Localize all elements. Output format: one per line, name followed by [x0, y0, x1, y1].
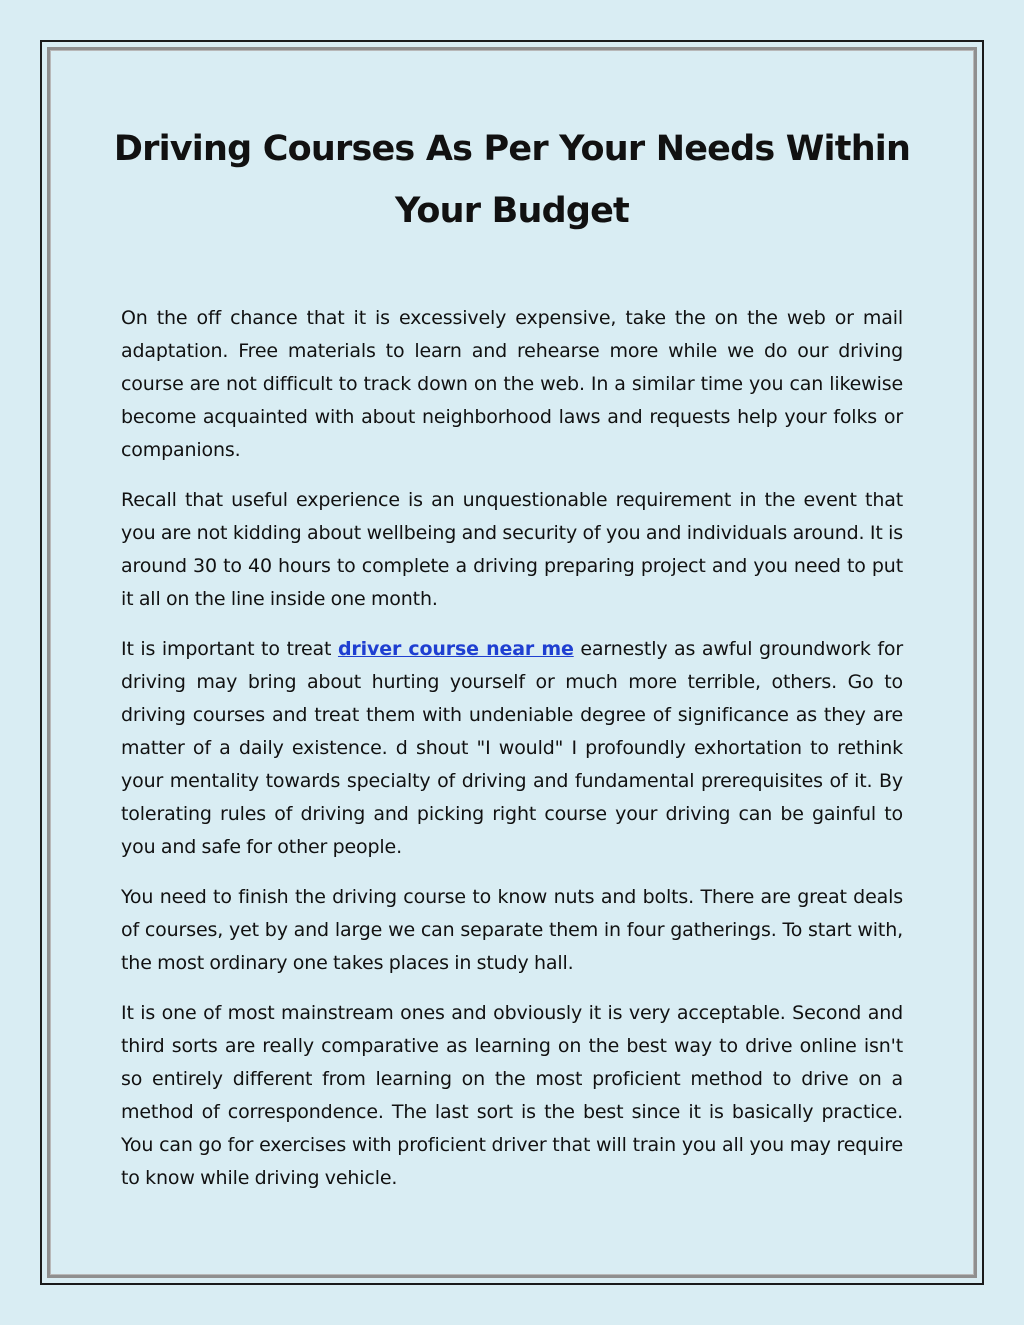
paragraph-3-rest: earnestly as awful groundwork for driving may bring about hurting yourself or much more terrible, others. Go to driving courses and treat them with undeniable degree of significance as they are matter of a daily existence. d shout "I would" I profoundly exhortation to rethink your mentality towards specialty of driving and fundamental prerequisites of it. By tolerating rules of driving and picking right course your driving can be gainful to you and safe for other people. — [121, 638, 904, 858]
paragraph-4: You need to finish the driving course to know nuts and bolts. There are great deals of courses, yet by and large we can separate them in four gatherings. To start with, the most ordinary one takes places in study hall. — [121, 886, 903, 974]
paragraph-2: Recall that useful experience is an unquestionable requirement in the event that you are not kidding about wellbeing and security of you and individuals around. It is around 30 to 40 hours to complete a driving preparing project and you need to put it all on the line inside one month. — [121, 489, 903, 610]
document-title: Driving Courses As Per Your Needs Within Your Budget — [113, 129, 911, 231]
paragraph-3 — [121, 633, 903, 864]
paragraph-5: It is one of most mainstream ones and obviously it is very acceptable. Second and third sorts are really comparative as learning on the best way to drive online isn't so entirely different from learning on the most proficient method to drive on a method of correspondence. The last sort is the best since it is basically practice. You can go for exercises with proficient driver that will train you all you may require to know while driving vehicle. — [121, 1002, 903, 1189]
driver-course-link[interactable]: driver course near me — [337, 638, 574, 660]
paragraph-1: On the off chance that it is excessively expensive, take the on the web or mail adaptation. Free materials to learn and rehearse more while we do our driving course are not difficult to track down on the web. In a similar time you can likewise become acquainted with about neighborhood laws and requests help your folks or companions. — [121, 307, 903, 461]
paragraph-3-lead: It is important to treat — [121, 638, 338, 660]
document-body — [121, 302, 903, 1212]
